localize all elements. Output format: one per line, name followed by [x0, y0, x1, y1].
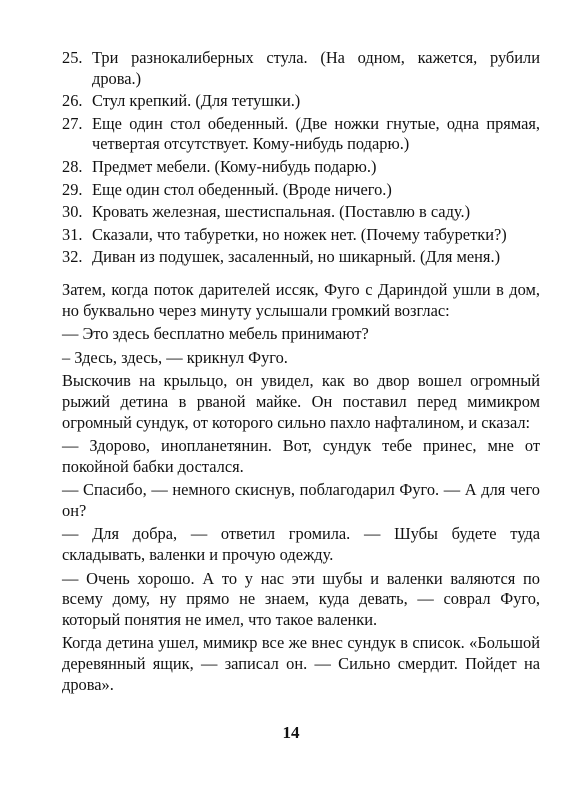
list-item-number: 32. [62, 247, 83, 267]
page-number: 14 [282, 723, 300, 742]
list-item [62, 91, 540, 112]
list-item [62, 180, 540, 201]
list-item [62, 247, 540, 268]
paragraph: Когда детина ушел, мимикр все же внес сундук в список. «Большой деревянный ящик, — записал он. — Сильно смердит. Пойдет на дрова». [62, 633, 540, 694]
paragraph: Выскочив на крыльцо, он увидел, как во двор вошел огромный рыжий детина в рваной майке. Он поставил перед мимикром огромный сундук, от которого сильно пахло нафталином, и сказал: [62, 371, 540, 432]
furniture-list [62, 48, 540, 268]
list-item-number: 25. [62, 48, 83, 67]
list-item [62, 202, 540, 223]
list-item [62, 157, 540, 178]
dialogue-line: — Очень хорошо. А то у нас эти шубы и валенки валяются по всему дому, ну прямо не знаем, куда девать, — соврал Фуго, который понятия не имел, что такое валенки. [62, 568, 540, 629]
list-item-text: Кровать железная, шестиспальная. (Поставлю в саду.) [92, 202, 471, 222]
list-item [62, 114, 540, 155]
list-item [62, 48, 540, 89]
page-text [62, 48, 540, 698]
list-item-number: 26. [62, 91, 83, 111]
dialogue-line: — Спасибо, — немного скиснув, поблагодарил Фуго. — А для чего он? [62, 480, 540, 520]
list-item-text: Три разнокалиберных стула. (На одном, кажется, рубили дрова.) [92, 48, 540, 88]
list-item-text: Еще один стол обеденный. (Две ножки гнутые, одна прямая, четвертая отсутствует. Кому-нибудь подарю.) [92, 113, 540, 154]
dialogue-line: – Здесь, здесь, — крикнул Фуго. [62, 347, 288, 367]
list-item-text: Еще один стол обеденный. (Вроде ничего.) [92, 179, 392, 199]
list-item-number: 28. [62, 156, 83, 176]
list-item-number: 30. [62, 202, 83, 222]
dialogue-line: — Для добра, — ответил громила. — Шубы будете туда складывать, валенки и прочую одежду. [62, 524, 540, 565]
dialogue-line: — Здорово, инопланетянин. Вот, сундук тебе принес, мне от покойной бабки достался. [62, 436, 540, 476]
list-item-number: 31. [62, 224, 83, 244]
list-item-text: Сказали, что табуретки, но ножек нет. (Почему табуретки?) [92, 224, 507, 244]
list-item-number: 29. [62, 179, 83, 199]
list-item-number: 27. [62, 113, 83, 133]
list-item [62, 225, 540, 246]
list-item-text: Стул крепкий. (Для тетушки.) [92, 91, 301, 111]
list-item-text: Диван из подушек, засаленный, но шикарный. (Для меня.) [92, 247, 501, 267]
dialogue-line: — Это здесь бесплатно мебель принимают? [62, 324, 369, 344]
paragraph: Затем, когда поток дарителей иссяк, Фуго с Дариндой ушли в дом, но буквально через минуту услышали громкий возглас: [62, 279, 540, 320]
list-item-text: Предмет мебели. (Кому-нибудь подарю.) [92, 156, 377, 176]
